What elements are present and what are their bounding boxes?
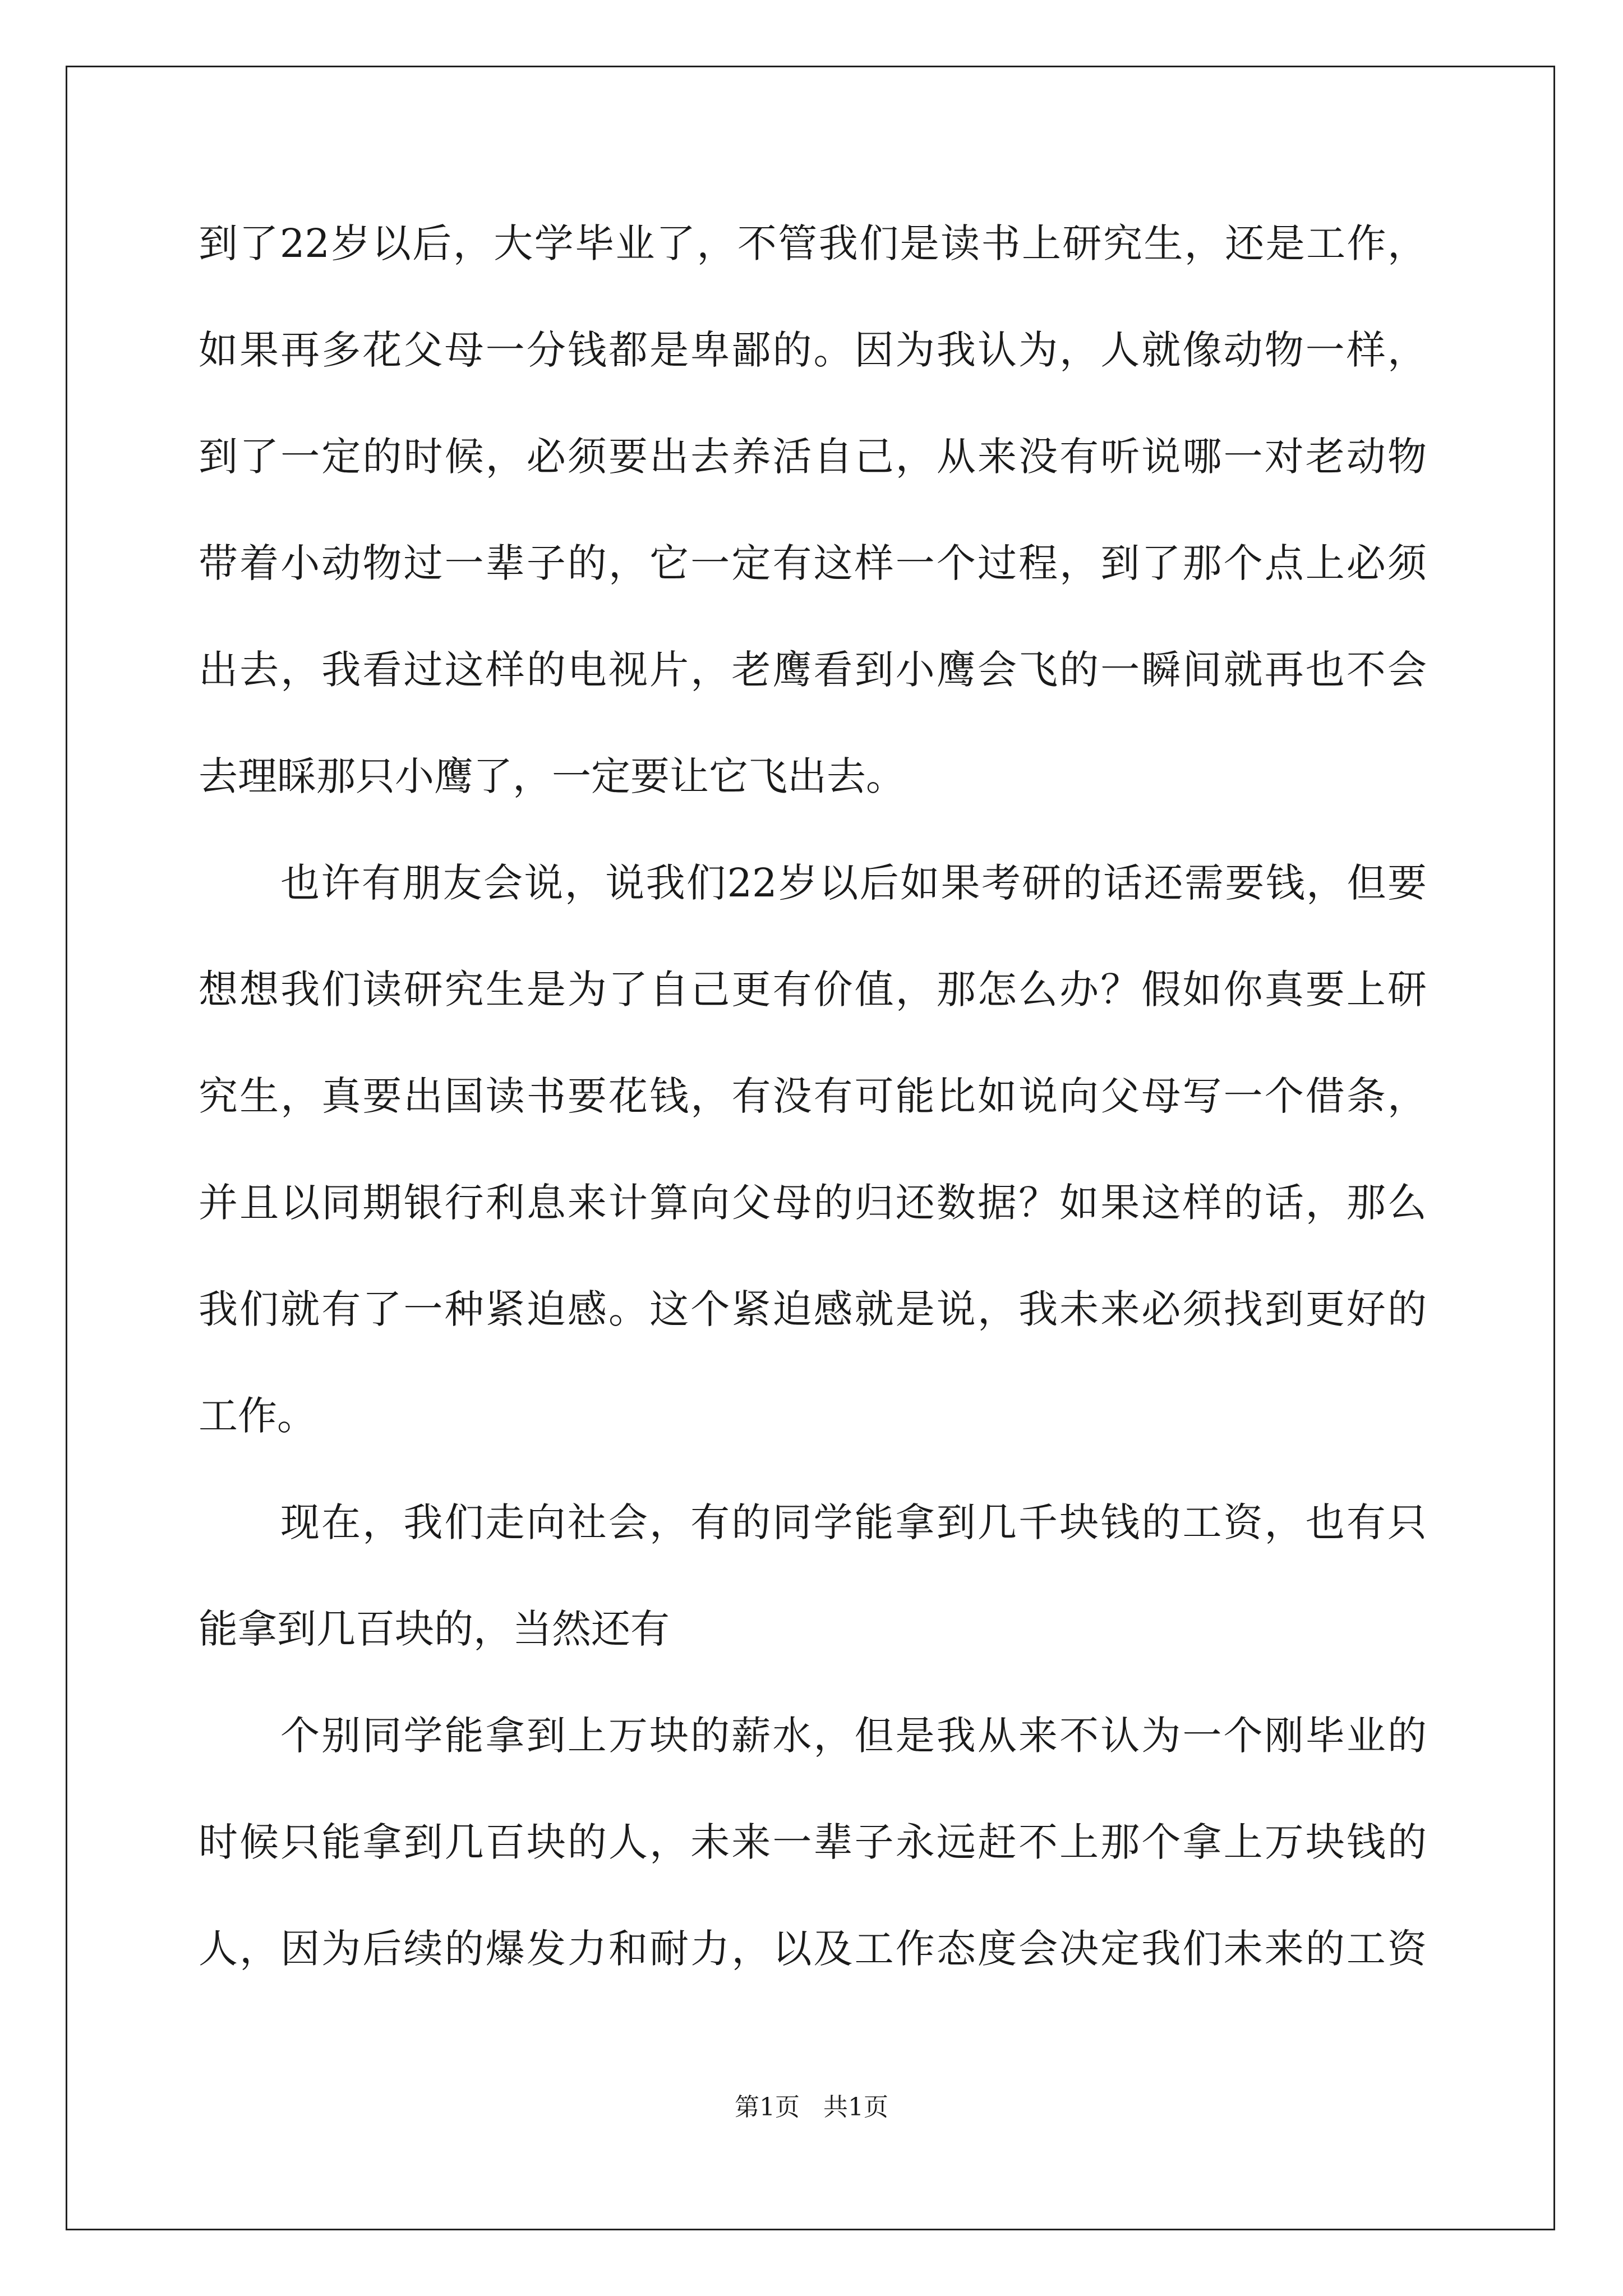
- page-number-footer: 第1页 共1页: [735, 2093, 888, 2122]
- text-line: 到了一定的时候，必须要出去养活自己，从来没有听说哪一对老动物: [199, 434, 1427, 480]
- text-line: 如果再多花父母一分钱都是卑鄙的。因为我认为，人就像动物一样，: [199, 327, 1427, 373]
- text-line: 想想我们读研究生是为了自己更有价值，那怎么办？假如你真要上研: [199, 967, 1427, 1013]
- text-line: 人，因为后续的爆发力和耐力，以及工作态度会决定我们未来的工资: [199, 1926, 1427, 1972]
- text-line: 到了22岁以后，大学毕业了，不管我们是读书上研究生，还是工作，: [199, 220, 1427, 266]
- text-line: 现在，我们走向社会，有的同学能拿到几千块钱的工资，也有只: [280, 1499, 1427, 1545]
- text-line: 个别同学能拿到上万块的薪水，但是我从来不认为一个刚毕业的: [280, 1713, 1427, 1759]
- text-line: 并且以同期银行利息来计算向父母的归还数据？如果这样的话，那么: [199, 1180, 1427, 1226]
- text-line: 去理睬那只小鹰了，一定要让它飞出去。: [199, 753, 905, 799]
- text-line: 我们就有了一种紧迫感。这个紧迫感就是说，我未来必须找到更好的: [199, 1286, 1427, 1332]
- text-line: 也许有朋友会说，说我们22岁以后如果考研的话还需要钱，但要: [280, 860, 1427, 906]
- text-line: 出去，我看过这样的电视片，老鹰看到小鹰会飞的一瞬间就再也不会: [199, 647, 1427, 693]
- text-line: 能拿到几百块的，当然还有: [199, 1606, 670, 1652]
- text-line: 工作。: [199, 1393, 316, 1439]
- page-border: [66, 66, 1555, 2230]
- text-line: 究生，真要出国读书要花钱，有没有可能比如说向父母写一个借条，: [199, 1073, 1427, 1119]
- text-line: 时候只能拿到几百块的人，未来一辈子永远赶不上那个拿上万块钱的: [199, 1819, 1427, 1865]
- text-line: 带着小动物过一辈子的，它一定有这样一个过程，到了那个点上必须: [199, 540, 1427, 586]
